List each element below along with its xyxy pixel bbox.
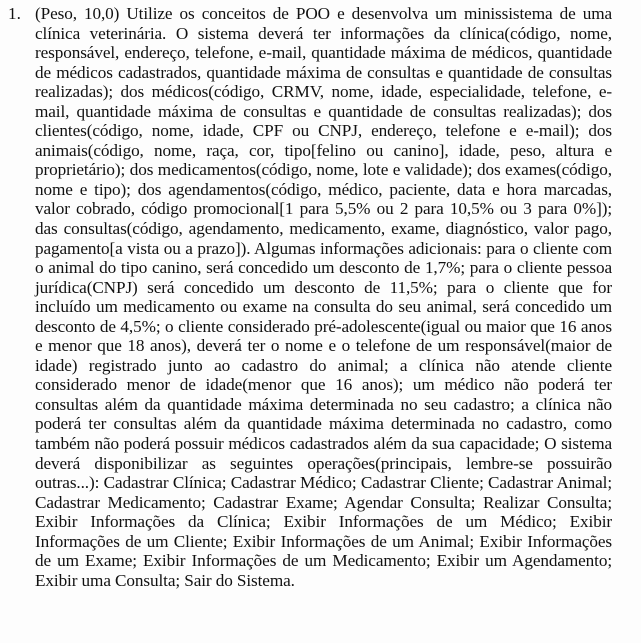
question-number: 1. (8, 4, 21, 23)
question-text: (Peso, 10,0) Utilize os conceitos de POO e desenvolva um minissistema de uma clínica veterinária. O sistema deverá ter informações da clínica(código, nome, responsável, endereço, telefone, e-mail, quantidade máxima de médicos, quantidade de médicos cadastrados, quantidade máxima de consultas e quantidade de consultas realizadas); dos médicos(código, CRMV, nome, idade, especialidade, telefone, e-mail, quantidade máxima de consultas e quantidade de consultas realizadas); dos clientes(código, nome, idade, CPF ou CNPJ, endereço, telefone e e-mail); dos animais(código, nome, raça, cor, tipo[felino ou canino], idade, peso, altura e proprietário); dos medicamentos(código, nome, lote e validade); dos exames(código, nome e tipo); dos agendamentos(código, médico, paciente, data e hora marcadas, valor cobrado, código promocional[1 para 5,5% ou 2 para 10,5% ou 3 para 0%]); das consultas(código, agendamento, medicamento, exame, diagnóstico, valor pago, pagamento[a vista ou a prazo]). Algumas informações adicionais: para o cliente com o animal do tipo canino, será concedido um desconto de 1,7%; para o cliente pessoa jurídica(CNPJ) será concedido um desconto de 11,5%; para o cliente que for incluído um medicamento ou exame na consulta do seu animal, será concedido um desconto de 4,5%; o cliente considerado pré-adolescente(igual ou maior que 16 anos e menor que 18 anos), deverá ter o nome e o telefone de um responsável(maior de idade) registrado junto ao cadastro do animal; a clínica não atende cliente considerado menor de idade(menor que 16 anos); um médico não poderá ter consultas além da quantidade máxima determinada no seu cadastro; a clínica não poderá ter consultas além da quantidade máxima determinada no cadastro, como também não poderá possuir médicos cadastrados além da sua capacidade; O sistema deverá disponibilizar as seguintes operações(principais, lembre-se possuirão outras...): Cadastrar Clínica; Cadastrar Médico; Cadastrar Cliente; Cadastrar Animal; Cadastrar Medicamento; Cadastrar Exame; Agendar Consulta; Realizar Consulta; Exibir Informações da Clínica; Exibir Informações de um Médico; Exibir Informações de um Cliente; Exibir Informações de um Animal; Exibir Informações de um Exame; Exibir Informações de um Medicamento; Exibir um Agendamento; Exibir uma Consulta; Sair do Sistema. (35, 4, 612, 590)
question-item (8, 4, 612, 590)
